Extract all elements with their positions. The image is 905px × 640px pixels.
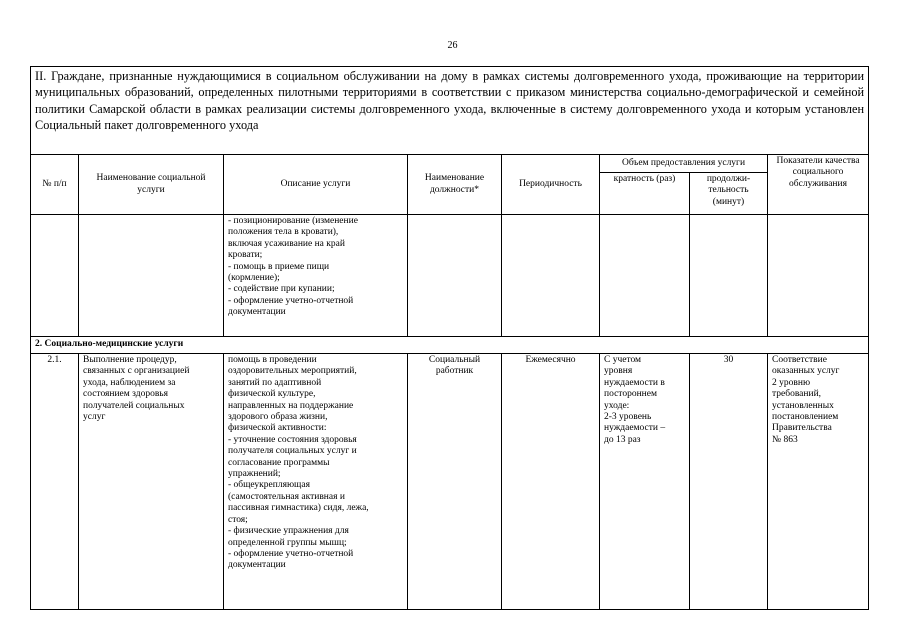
row-desc-line: - оформление учетно-отчетной <box>228 548 354 559</box>
row-quality-line: требований, <box>772 389 822 400</box>
page-number: 26 <box>447 40 458 51</box>
row-desc-line: - физические упражнения для <box>228 526 349 537</box>
row-desc-line: определенной группы мышц; <box>228 537 347 548</box>
cont-desc-line: - позиционирование (изменение <box>228 216 358 226</box>
cont-desc-line: - оформление учетно-отчетной <box>228 295 354 306</box>
row-desc-line: упражнений; <box>228 469 281 480</box>
row-desc-line: здорового образа жизни, <box>228 412 328 423</box>
row-periodicity: Ежемесячно <box>502 354 600 610</box>
row-quality <box>768 354 869 610</box>
row-name-line: услуг <box>83 412 106 423</box>
header-num: № п/п <box>31 155 79 215</box>
cont-desc-line: положения тела в кровати), <box>228 227 339 238</box>
row-desc-line: стоя; <box>228 514 248 525</box>
table-title: II. Граждане, признанные нуждающимися в социальном обслуживании на дому в рамках системы долговременного ухода, проживающие на территории муниципальных образований, определенных пилотными территориями в соответствии с приказом министерства социально-демографической и семейной политики Самарской области в рамках реализации системы долговременного ухода, включенные в систему долговременного ухода и которым установлен Социальный пакет долговременного ухода <box>31 67 869 155</box>
row-desc-line: помощь в проведении <box>228 355 317 365</box>
cont-num-cell <box>31 215 79 337</box>
row-duration: 30 <box>690 354 768 610</box>
cont-duration-cell <box>690 215 768 337</box>
cont-desc-line: включая усаживание на край <box>228 238 345 249</box>
row-frequency-line: нуждаемости – <box>604 423 666 434</box>
header-position: Наименование должности* <box>408 155 502 215</box>
row-service-name <box>79 354 224 610</box>
services-table <box>30 66 869 610</box>
row-description <box>224 354 408 610</box>
cont-frequency-cell <box>600 215 690 337</box>
row-name-line: связанных с организацией <box>83 366 190 377</box>
cont-periodicity-cell <box>502 215 600 337</box>
cont-desc-line: - содействие при купании; <box>228 284 335 295</box>
row-quality-line: № 863 <box>772 434 798 445</box>
row-frequency-line: уровня <box>604 366 633 377</box>
row-quality-line: 2 уровню <box>772 377 811 388</box>
row-quality-line: установленных <box>772 400 834 411</box>
row-name-line: состоянием здоровья <box>83 389 169 400</box>
row-desc-line: - общеукрепляющая <box>228 480 310 491</box>
cont-desc-line: кровати; <box>228 250 263 261</box>
header-periodicity: Периодичность <box>502 155 600 215</box>
row-desc-line: занятий по адаптивной <box>228 377 322 388</box>
row-frequency <box>600 354 690 610</box>
section-heading: 2. Социально-медицинские услуги <box>31 337 869 354</box>
header-volume: Объем предоставления услуги <box>600 155 768 173</box>
header-quality: Показатели качества социального обслуживания <box>768 155 869 215</box>
row-name-line: получателей социальных <box>83 400 185 411</box>
row-frequency-line: до 13 раз <box>604 434 641 445</box>
header-duration: продолжи-тельность (минут) <box>690 173 768 215</box>
cont-quality-cell <box>768 215 869 337</box>
row-num: 2.1. <box>31 354 79 610</box>
row-position-line: Социальный <box>428 355 481 365</box>
row-frequency-line: 2-3 уровень <box>604 412 652 423</box>
cont-desc-line: документации <box>228 307 286 318</box>
header-description: Описание услуги <box>224 155 408 215</box>
row-desc-line: пассивная гимнастика) сидя, лежа, <box>228 503 369 514</box>
row-desc-line: физической культуре, <box>228 389 316 400</box>
cont-position-cell <box>408 215 502 337</box>
row-position-line: работник <box>435 366 474 377</box>
cont-name-cell <box>79 215 224 337</box>
row-frequency-line: нуждаемости в <box>604 377 665 388</box>
row-frequency-line: С учетом <box>604 355 642 365</box>
row-quality-line: постановлением <box>772 412 839 423</box>
cont-description-cell <box>224 215 408 337</box>
row-desc-line: - уточнение состояния здоровья <box>228 434 357 445</box>
header-frequency: кратность (раз) <box>600 173 690 215</box>
row-desc-line: документации <box>228 560 286 571</box>
row-desc-line: направленных на поддержание <box>228 400 354 411</box>
row-position <box>408 354 502 610</box>
row-quality-line: Правительства <box>772 423 832 434</box>
row-frequency-line: постороннем <box>604 389 657 400</box>
cont-desc-line: (кормление); <box>228 273 280 284</box>
row-desc-line: (самостоятельная активная и <box>228 491 345 502</box>
row-desc-line: физической активности: <box>228 423 327 434</box>
row-quality-line: Соответствие <box>772 355 827 365</box>
row-name-line: ухода, наблюдением за <box>83 377 176 388</box>
row-frequency-line: уходе: <box>604 400 630 411</box>
row-desc-line: согласование программы <box>228 457 330 468</box>
header-service-name: Наименование социальной услуги <box>79 155 224 215</box>
row-quality-line: оказанных услуг <box>772 366 840 377</box>
row-desc-line: получателя социальных услуг и <box>228 446 357 457</box>
row-name-line: Выполнение процедур, <box>83 355 177 365</box>
row-desc-line: оздоровительных мероприятий, <box>228 366 357 377</box>
cont-desc-line: - помощь в приеме пищи <box>228 261 330 272</box>
